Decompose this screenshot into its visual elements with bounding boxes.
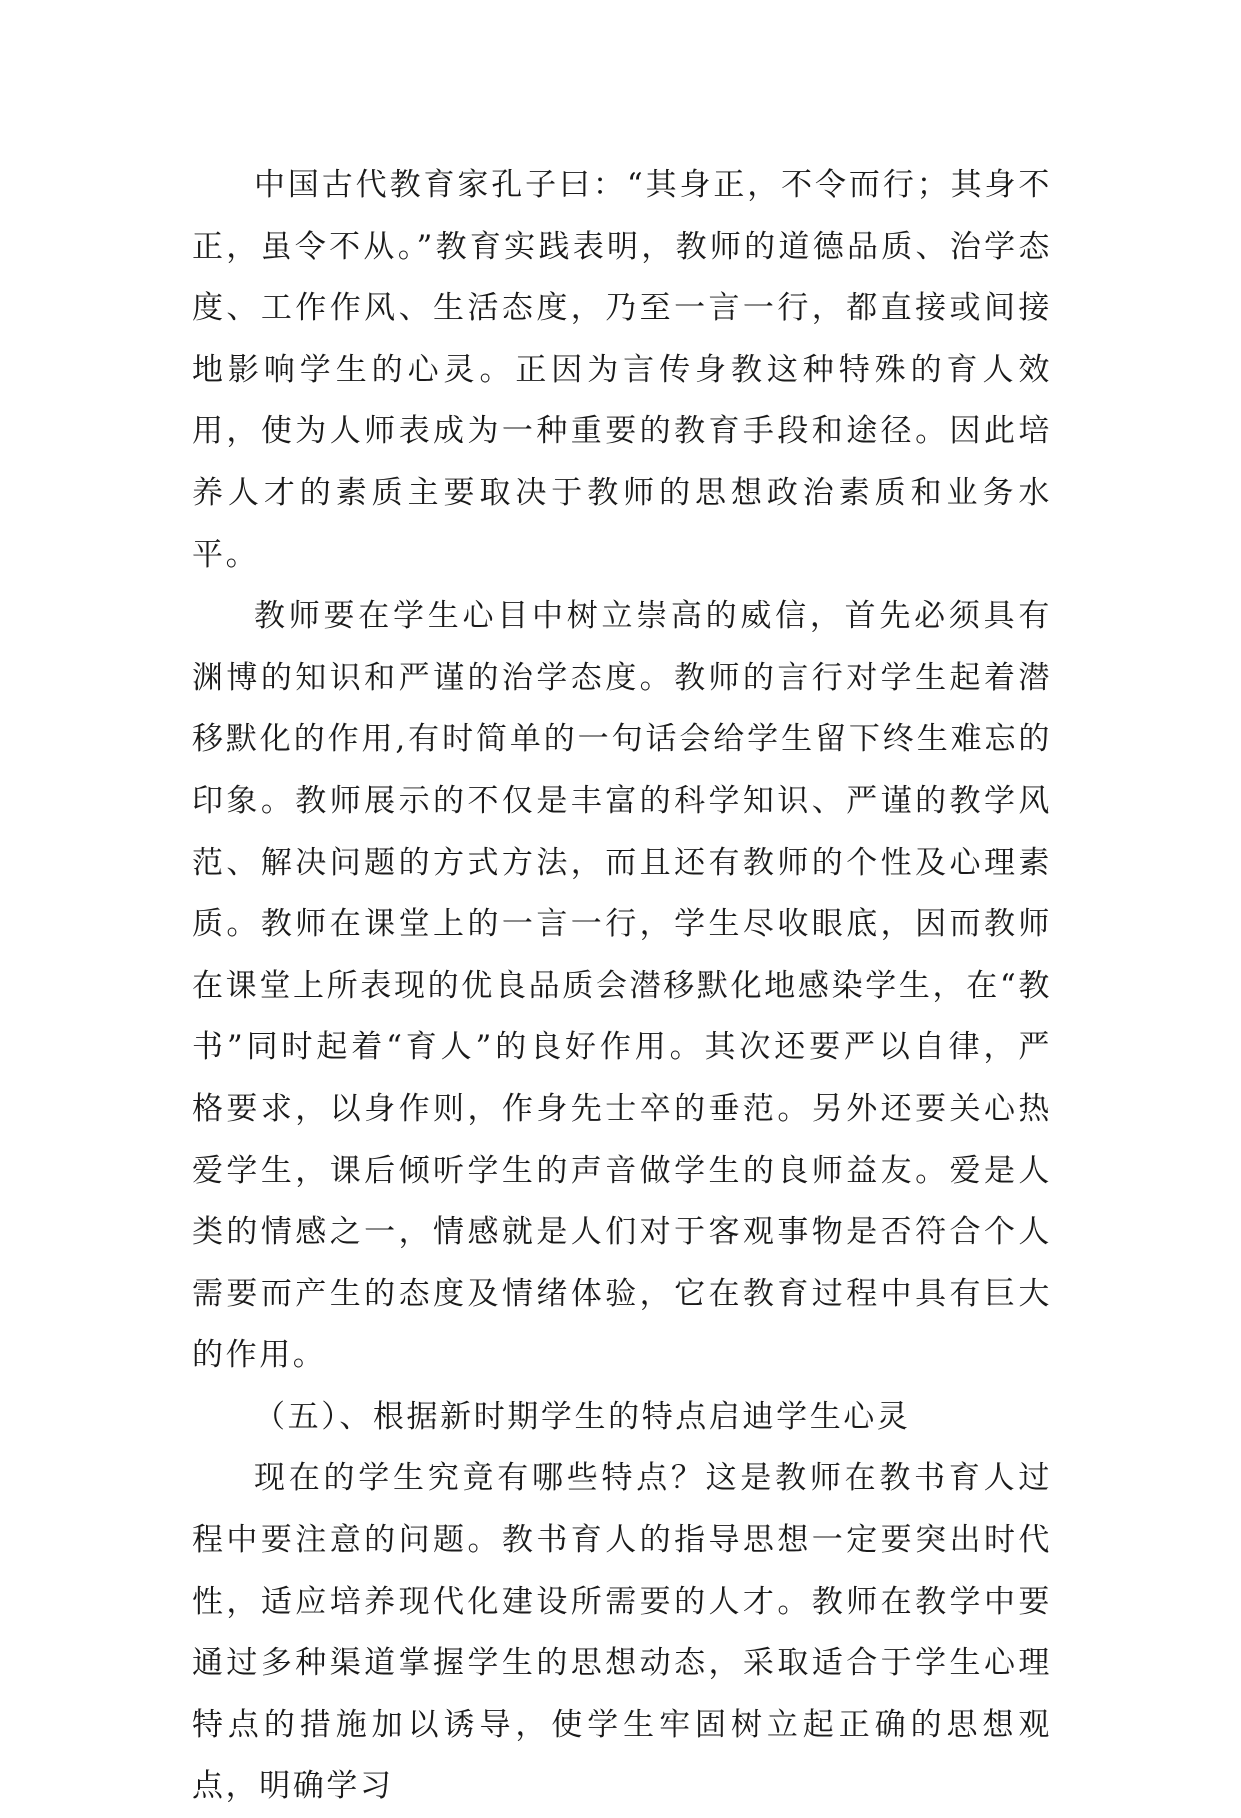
paragraph-student-characteristics: 现在的学生究竟有哪些特点？这是教师在教书育人过程中要注意的问题。教书育人的指导思想一定要突出时代性，适应培养现代化建设所需要的人才。教师在教学中要通过多种渠道掌握学生的思想动态，采取适合于学生心理特点的措施加以诱导，使学生牢固树立起正确的思想观点，明确学习 xyxy=(192,1460,1052,1805)
document-body xyxy=(192,155,1052,1818)
paragraph-teacher-prestige: 教师要在学生心目中树立崇高的威信，首先必须具有渊博的知识和严谨的治学态度。教师的言行对学生起着潜移默化的作用,有时简单的一句话会给学生留下终生难忘的印象。教师展示的不仅是丰富的科学知识、严谨的教学风范、解决问题的方式方法，而且还有教师的个性及心理素质。教师在课堂上的一言一行，学生尽收眼底，因而教师在课堂上所表现的优良品质会潜移默化地感染学生，在“教书”同时起着“育人”的良好作用。其次还要严以自律，严格要求，以身作则，作身先士卒的垂范。另外还要关心热爱学生，课后倾听学生的声音做学生的良师益友。爱是人类的情感之一，情感就是人们对于客观事物是否符合个人需要而产生的态度及情绪体验，它在教育过程中具有巨大的作用。 xyxy=(192,598,1052,1374)
section-heading: （五）、根据新时期学生的特点启迪学生心灵 xyxy=(254,1398,911,1435)
paragraph-confucius-quote: 中国古代教育家孔子曰：“其身正，不令而行；其身不正，虽令不从。”教育实践表明，教师的道德品质、治学态度、工作作风、生活态度，乃至一言一行，都直接或间接地影响学生的心灵。正因为言传身教这种特殊的育人效用，使为人师表成为一种重要的教育手段和途径。因此培养人才的素质主要取决于教师的思想政治素质和业务水平。 xyxy=(192,167,1052,573)
